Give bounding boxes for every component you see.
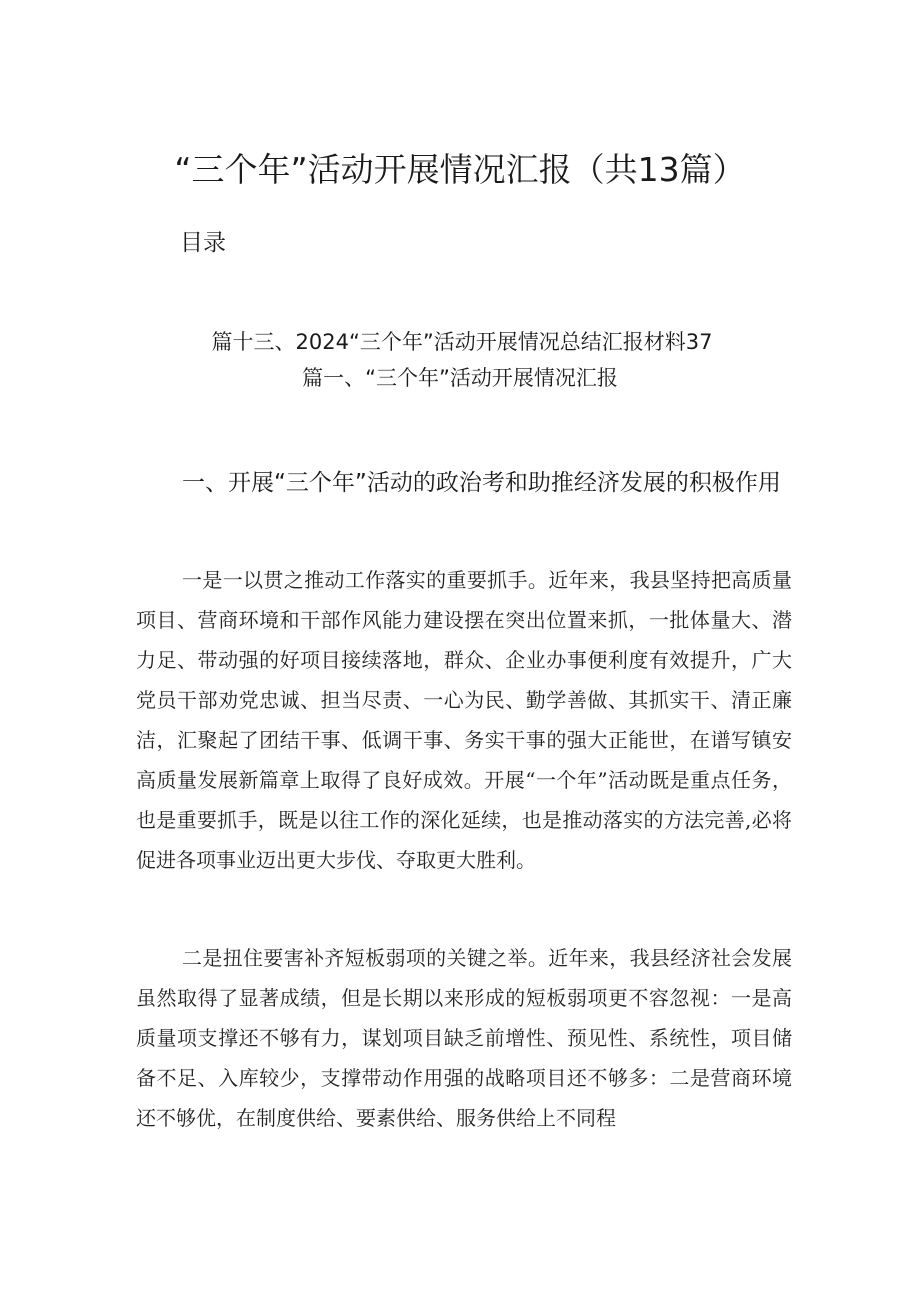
body-paragraph-1: 一是一以贯之推动工作落实的重要抓手。近年来，我县坚持把高质量项目、营商环境和干部作风能力建设摆在突出位置来抓，一批体量大、潜力足、带动强的好项目接续落地，群众、企业办事便利度有效提升，广大党员干部劝党忠诚、担当尽责、一心为民、勤学善做、其抓实干、清正廉洁，汇聚起了团结干事、低调干事、务实干事的强大正能世，在谱写镇安高质量发展新篇章上取得了良好成效。开展“一个年”活动既是重点任务，也是重要抓手，既是以往工作的深化延续，也是推动落实的方法完善,必将促进各项事业迈出更大步伐、夺取更大胜利。 <box>136 568 792 872</box>
toc-item-chapter-13[interactable]: 篇十三、2024“三个年”活动开展情况总结汇报材料37 <box>211 330 713 354</box>
section-heading: 一、开展“三个年”活动的政治考和助推经济发展的积极作用 <box>182 470 781 496</box>
toc-item-chapter-1[interactable]: 篇一、“三个年”活动开展情况汇报 <box>302 366 618 390</box>
body-paragraph-2: 二是扭住要害补齐短板弱项的关键之举。近年来，我县经济社会发展虽然取得了显著成绩，但是长期以来形成的短板弱项更不容忽视：一是高质量项支撑还不够有力，谋划项目缺乏前增性、预见性、系统性，项目储备不足、入库较少，支撑带动作用强的战略项目还不够多：二是营商环境还不够优，在制度供给、要素供给、服务供给上不同程 <box>136 946 792 1130</box>
toc-list <box>0 324 920 396</box>
toc-heading: 目录 <box>180 230 226 256</box>
document-title: “三个年”活动开展情况汇报（共13篇） <box>174 150 746 189</box>
